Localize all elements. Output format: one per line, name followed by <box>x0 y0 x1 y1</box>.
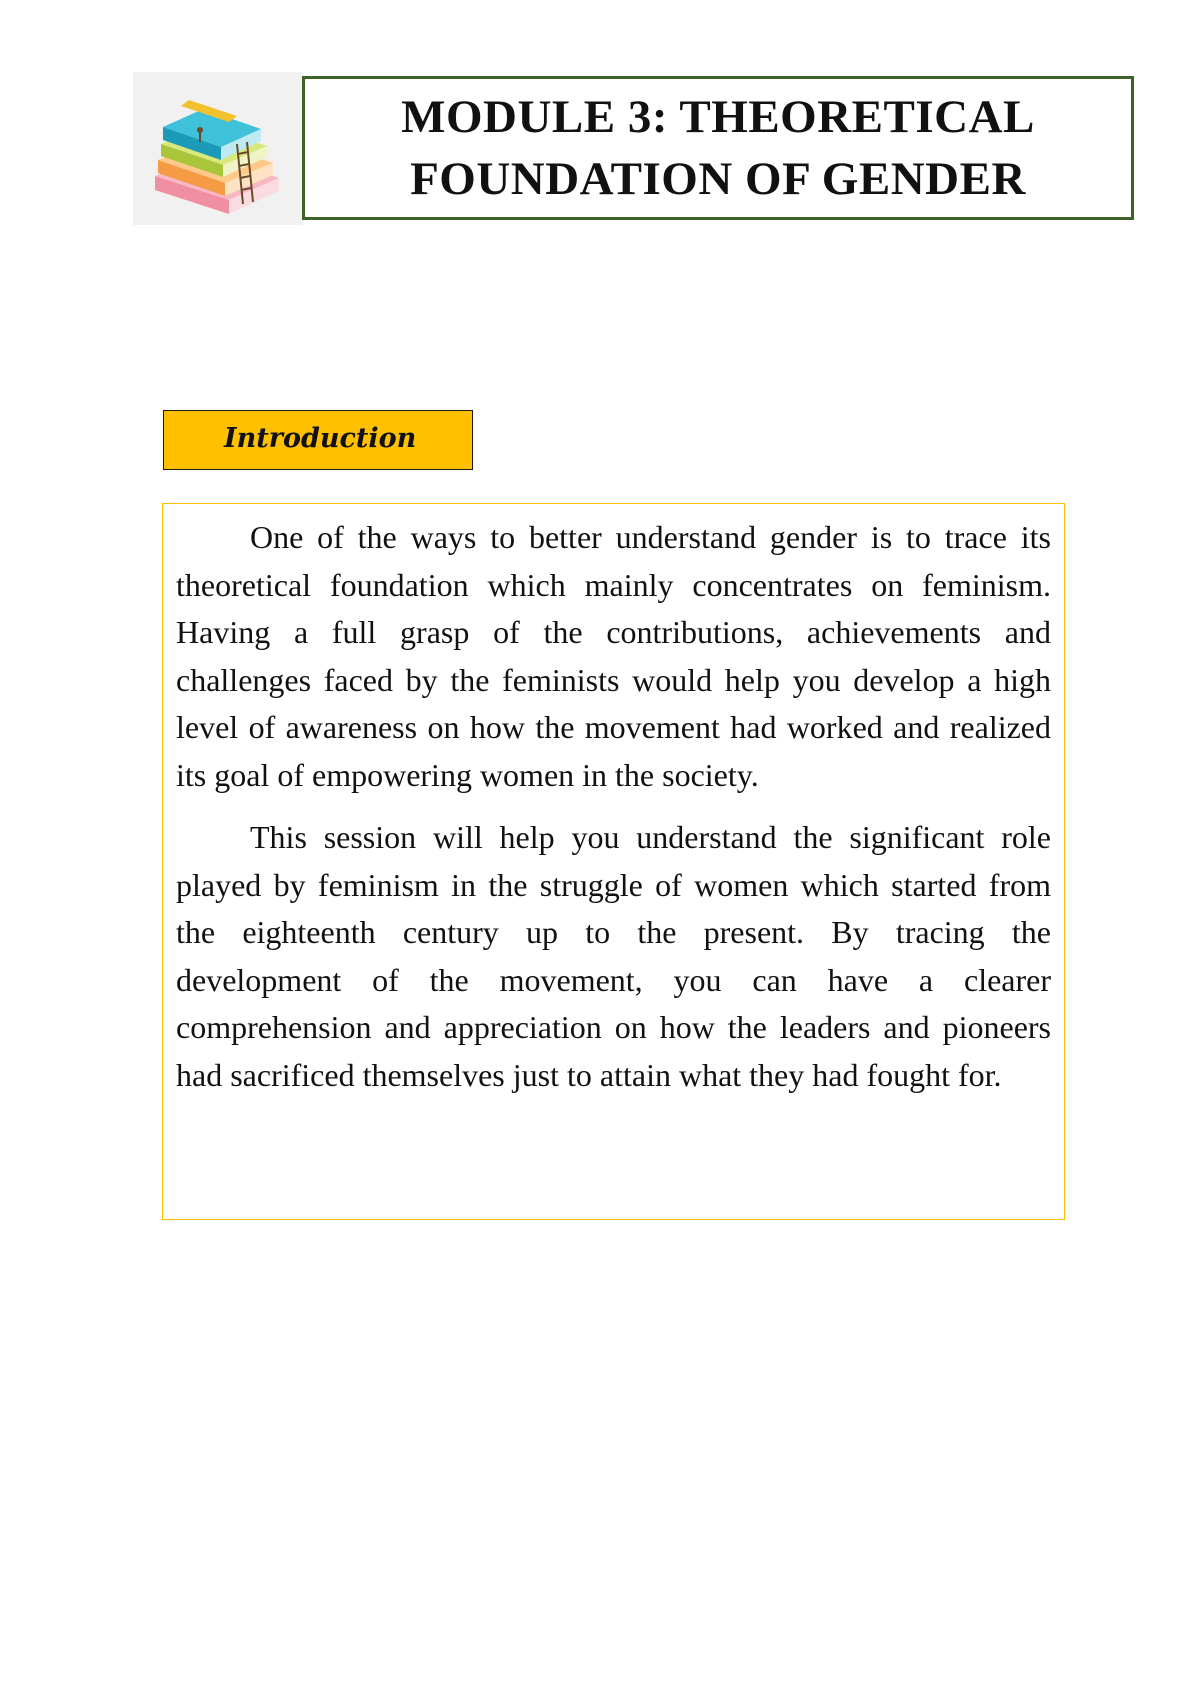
module-title-line-1: MODULE 3: THEORETICAL <box>401 91 1035 143</box>
introduction-content-box <box>162 503 1065 1220</box>
introduction-label <box>163 410 473 470</box>
introduction-paragraph-2: This session will help you understand the significant role played by feminism in the struggle of women which started from the eighteenth century up to the present. By tracing the development of the movement, you can have a clearer comprehension and appreciation on how the leaders and pioneers had sacrificed themselves just to attain what they had fought for. <box>176 819 1051 1093</box>
module-icon-panel <box>133 72 303 225</box>
introduction-paragraph-1: One of the ways to better understand gender is to trace its theoretical foundation which mainly concentrates on feminism. Having a full grasp of the contributions, achievements and challenges faced by the feminists would help you develop a high level of awareness on how the movement had worked and realized its goal of empowering women in the society. <box>176 519 1051 793</box>
module-title-box <box>302 76 1134 220</box>
books-icon <box>133 72 303 225</box>
introduction-label-text: Introduction <box>224 423 417 454</box>
module-title-line-2: FOUNDATION OF GENDER <box>410 153 1026 205</box>
